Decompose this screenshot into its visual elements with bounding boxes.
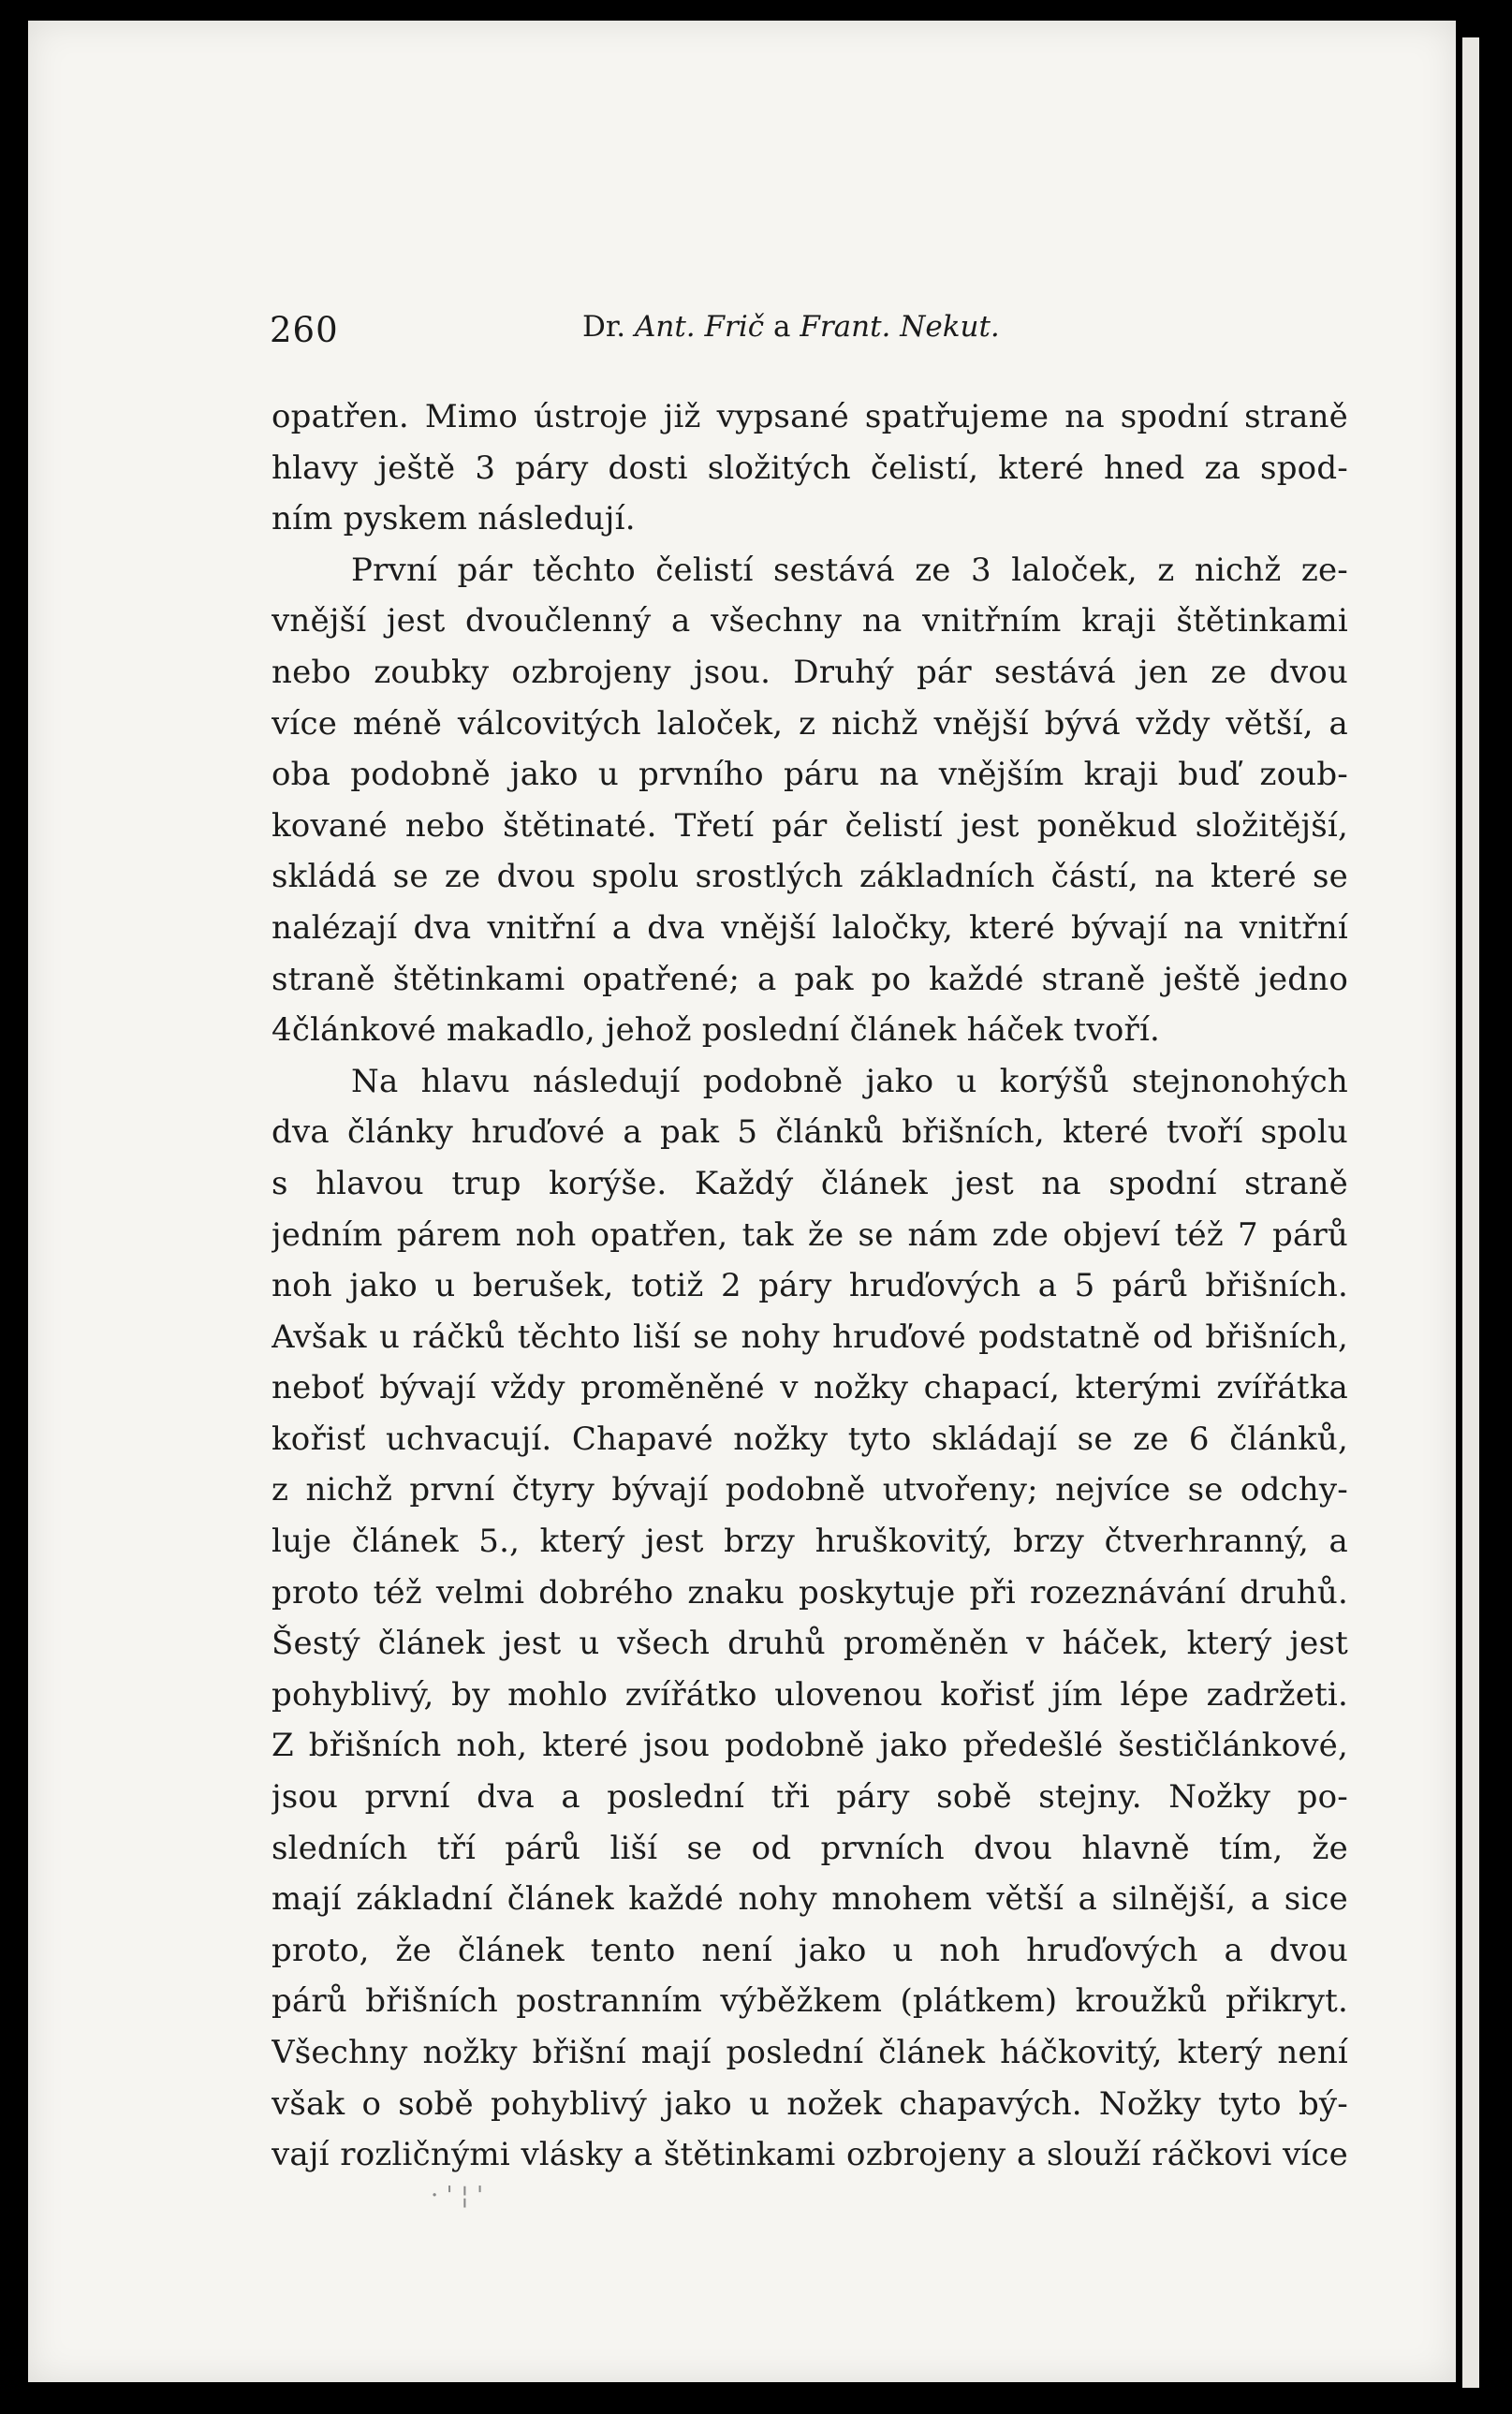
text-line: opatřen. Mimo ústroje již vypsané spatřujeme na spodní straně (272, 398, 1348, 435)
author-2-name: Frant. Nekut. (800, 310, 1000, 344)
page-edge (1462, 37, 1479, 2388)
text-line: jedním párem noh opatřen, tak že se nám zde objeví též 7 párů (272, 1215, 1348, 1254)
page-number: 260 (270, 310, 339, 350)
text-line: s hlavou trup korýše. Každý článek jest na spodní straně (272, 1164, 1348, 1202)
text-line: ním pyskem následují. (272, 500, 636, 538)
text-line: straně štětinkami opatřené; a pak po každé straně ještě jedno (272, 960, 1348, 998)
text-line: proto též velmi dobrého znaku poskytuje při rozeznávání druhů. (272, 1573, 1348, 1612)
text-line: kořisť uchvacují. Chapavé nožky tyto skládají se ze 6 článků, (272, 1420, 1348, 1458)
text-line: více méně válcovitých laloček, z nichž vnější bývá vždy větší, a (272, 704, 1348, 743)
text-line: dva články hruďové a pak 5 článků břišních, které tvoří spolu (272, 1113, 1348, 1152)
text-line: z nichž první čtyry bývají podobně utvořeny; nejvíce se odchy- (272, 1471, 1348, 1509)
text-line: Z břišních noh, které jsou podobně jako předešlé šestičlánkové, (272, 1727, 1348, 1765)
running-head (582, 310, 1000, 344)
text-line: 4článkové makadlo, jehož poslední článek háček tvoří. (272, 1011, 1161, 1050)
conjunction: a (772, 310, 791, 344)
body-text (272, 391, 1348, 2181)
text-line: sledních tří párů liší se od prvních dvou hlavně tím, že (272, 1829, 1348, 1867)
text-line: párů břišních postranním výběžkem (plátkem) kroužků přikryt. (272, 1982, 1348, 2021)
text-line: však o sobě pohyblivý jako u nožek chapavých. Nožky tyto bý- (272, 2084, 1348, 2123)
text-line: jsou první dva a poslední tři páry sobě stejny. Nožky po- (272, 1778, 1348, 1817)
text-line: První pár těchto čelistí sestává ze 3 laloček, z nichž ze- (351, 551, 1348, 589)
text-line: nalézají dva vnitřní a dva vnější laločky, které bývají na vnitřní (272, 908, 1348, 947)
text-line: nebo zoubky ozbrojeny jsou. Druhý pár sestává jen ze dvou (272, 653, 1348, 691)
text-line: Avšak u ráčků těchto liší se nohy hruďové podstatně od břišních, (272, 1317, 1348, 1356)
text-line: proto, že článek tento není jako u noh hruďových a dvou (272, 1931, 1348, 1969)
text-line: Všechny nožky břišní mají poslední článek háčkovitý, který není (272, 2034, 1348, 2071)
page-header (243, 304, 1355, 361)
text-line: mají základní článek každé nohy mnohem větší a silnější, a sice (272, 1880, 1348, 1919)
text-line: pohyblivý, by mohlo zvířátko ulovenou kořisť jím lépe zadržeti. (272, 1675, 1348, 1714)
text-line: hlavy ještě 3 páry dosti složitých čelistí, které hned za spod- (272, 449, 1348, 487)
text-line: Na hlavu následují podobně jako u korýšů stejnonohých (351, 1062, 1348, 1100)
text-line: oba podobně jako u prvního páru na vnějším kraji buď zoub- (272, 756, 1348, 794)
print-specks: · ' ¦ ' (431, 2182, 484, 2210)
text-line: Šestý článek jest u všech druhů proměněn v háček, který jest (272, 1625, 1348, 1663)
author-1-title: Dr. (582, 310, 626, 344)
text-line: skládá se ze dvou spolu srostlých základních částí, na které se (272, 858, 1348, 896)
text-line: vají rozličnými vlásky a štětinkami ozbrojeny a slouží ráčkovi více (272, 2136, 1348, 2174)
text-line: luje článek 5., který jest brzy hruškovitý, brzy čtverhranný, a (272, 1523, 1348, 1561)
text-line: neboť bývají vždy proměněné v nožky chapací, kterými zvířátka (272, 1369, 1348, 1407)
text-line: noh jako u berušek, totiž 2 páry hruďových a 5 párů břišních. (272, 1267, 1348, 1305)
text-line: kované nebo štětinaté. Třetí pár čelistí jest poněkud složitější, (272, 806, 1348, 845)
author-1-name: Ant. Frič (634, 310, 765, 344)
text-line: vnější jest dvoučlenný a všechny na vnitřním kraji štětinkami (272, 602, 1348, 640)
